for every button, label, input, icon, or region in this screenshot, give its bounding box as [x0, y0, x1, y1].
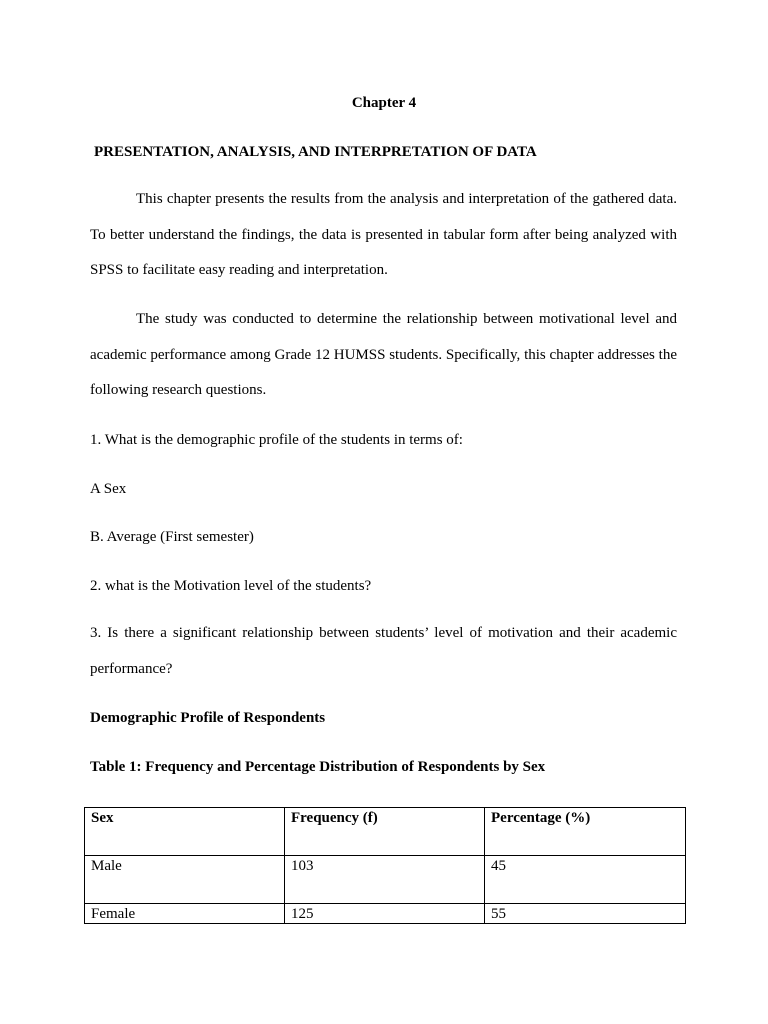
header-frequency: Frequency (f) — [285, 808, 485, 856]
table-row — [85, 856, 686, 904]
header-percentage: Percentage (%) — [485, 808, 686, 856]
chapter-label: Chapter 4 — [351, 95, 417, 111]
research-question-3: 3. Is there a significant relationship between students’ level of motivation and their academic performance? — [90, 625, 677, 677]
table-header-row — [85, 808, 686, 856]
header-sex: Sex — [85, 808, 285, 856]
research-question-2: 2. what is the Motivation level of the students? — [90, 578, 372, 594]
research-question-1b: B. Average (First semester) — [90, 529, 254, 545]
research-question-1a: A Sex — [90, 481, 127, 497]
cell-sex: Male — [85, 856, 285, 904]
study-paragraph: The study was conducted to determine the relationship between motivational level and academic performance among Grade 12 HUMSS students. Specifically, this chapter addresses the following research questions. — [90, 311, 677, 398]
table-title: Table 1: Frequency and Percentage Distribution of Respondents by Sex — [90, 759, 546, 775]
cell-percentage: 55 — [485, 904, 686, 924]
sex-distribution-table — [84, 807, 686, 924]
cell-percentage: 45 — [485, 856, 686, 904]
cell-frequency: 103 — [285, 856, 485, 904]
chapter-heading: PRESENTATION, ANALYSIS, AND INTERPRETATION OF DATA — [94, 144, 537, 160]
table-row — [85, 904, 686, 924]
research-question-1: 1. What is the demographic profile of the students in terms of: — [90, 432, 463, 448]
section-heading: Demographic Profile of Respondents — [90, 710, 326, 726]
cell-sex: Female — [85, 904, 285, 924]
cell-frequency: 125 — [285, 904, 485, 924]
intro-paragraph: This chapter presents the results from the analysis and interpretation of the gathered data. To better understand the findings, the data is presented in tabular form after being analyzed with SPSS to facilitate easy reading and interpretation. — [90, 191, 677, 278]
